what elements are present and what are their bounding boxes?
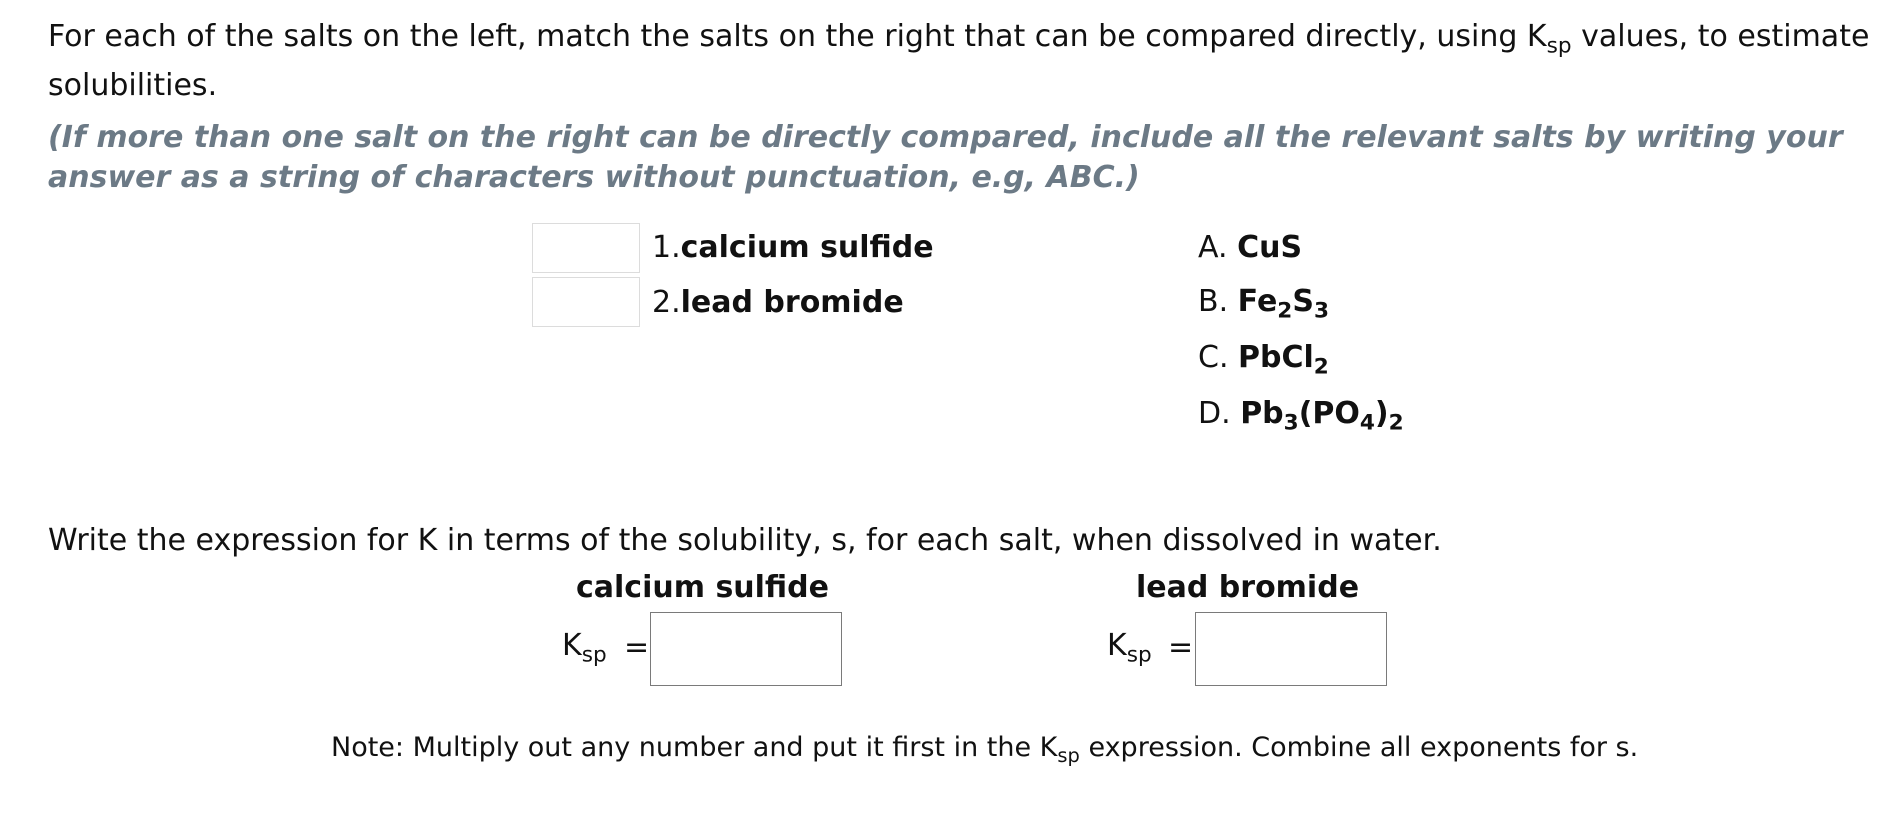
option-d-letter: D. [1198, 396, 1231, 431]
option-c [1198, 338, 1329, 378]
ksp-k: K [562, 628, 582, 663]
equals-sign-lead-bromide: = [1168, 630, 1194, 665]
note-text-part1: Note: Multiply out any number and put it first in the K [331, 732, 1058, 763]
formula-part: 3 [1283, 410, 1299, 436]
instructions-text-part2: values, to estimate solubilities. [48, 19, 1870, 103]
left-salt-1-number: 1. [652, 230, 681, 265]
option-a-formula [1237, 230, 1302, 265]
option-c-letter: C. [1198, 340, 1229, 375]
formula-part: 2 [1313, 354, 1329, 380]
ksp-label-calcium-sulfide [562, 626, 607, 666]
formula-part: CuS [1237, 230, 1303, 265]
equals-sign-calcium-sulfide: = [624, 630, 650, 665]
left-salt-2-name: lead bromide [680, 285, 904, 320]
option-b-formula [1237, 284, 1329, 324]
match-answer-input-1[interactable] [532, 223, 640, 273]
formula-part: Pb [1240, 396, 1284, 431]
left-salt-2-number: 2. [652, 285, 681, 320]
formula-part: Fe [1237, 284, 1278, 319]
instructions-text-part1: For each of the salts on the left, match the salts on the right that can be compared directly, using K [48, 19, 1547, 54]
column-heading-calcium-sulfide: calcium sulfide [576, 570, 829, 605]
formula-part: 4 [1359, 410, 1375, 436]
option-c-formula [1238, 340, 1329, 380]
option-d-formula [1240, 396, 1404, 436]
note-text [331, 728, 1638, 768]
match-answer-input-2[interactable] [532, 277, 640, 327]
ksp-subscript: sp [1546, 33, 1572, 59]
column-heading-lead-bromide: lead bromide [1136, 570, 1360, 605]
formula-part: 3 [1313, 298, 1329, 324]
instructions-text [48, 12, 1888, 110]
ksp-expression-input-calcium-sulfide[interactable] [650, 612, 842, 686]
formula-part: PbCl [1238, 340, 1314, 375]
formula-part: 2 [1277, 298, 1293, 324]
formula-part: S [1292, 284, 1314, 319]
ksp-expression-input-lead-bromide[interactable] [1195, 612, 1387, 686]
option-b-letter: B. [1198, 284, 1229, 319]
note-text-part2: expression. Combine all exponents for s. [1079, 732, 1639, 763]
option-d [1198, 394, 1404, 434]
ksp-label-lead-bromide [1107, 626, 1152, 666]
option-a [1198, 228, 1302, 268]
hint-text: (If more than one salt on the right can be directly compared, include all the relevant salts by writing your answer as a string of characters without punctuation, e.g, ABC.) [48, 120, 1843, 195]
ksp-sub: sp [581, 642, 607, 668]
note-ksp-subscript: sp [1057, 743, 1080, 767]
ksp-k: K [1107, 628, 1127, 663]
formula-part: 2 [1388, 410, 1404, 436]
option-b [1198, 282, 1329, 322]
option-a-letter: A. [1198, 230, 1228, 265]
formula-part: ) [1374, 396, 1389, 431]
left-salt-2 [652, 283, 904, 323]
formula-part: (PO [1298, 396, 1360, 431]
left-salt-1-name: calcium sulfide [680, 230, 934, 265]
left-salt-1 [652, 228, 934, 268]
ksp-sub: sp [1126, 642, 1152, 668]
ksp-expression-prompt: Write the expression for K in terms of the solubility, s, for each salt, when dissolved in water. [48, 523, 1442, 558]
